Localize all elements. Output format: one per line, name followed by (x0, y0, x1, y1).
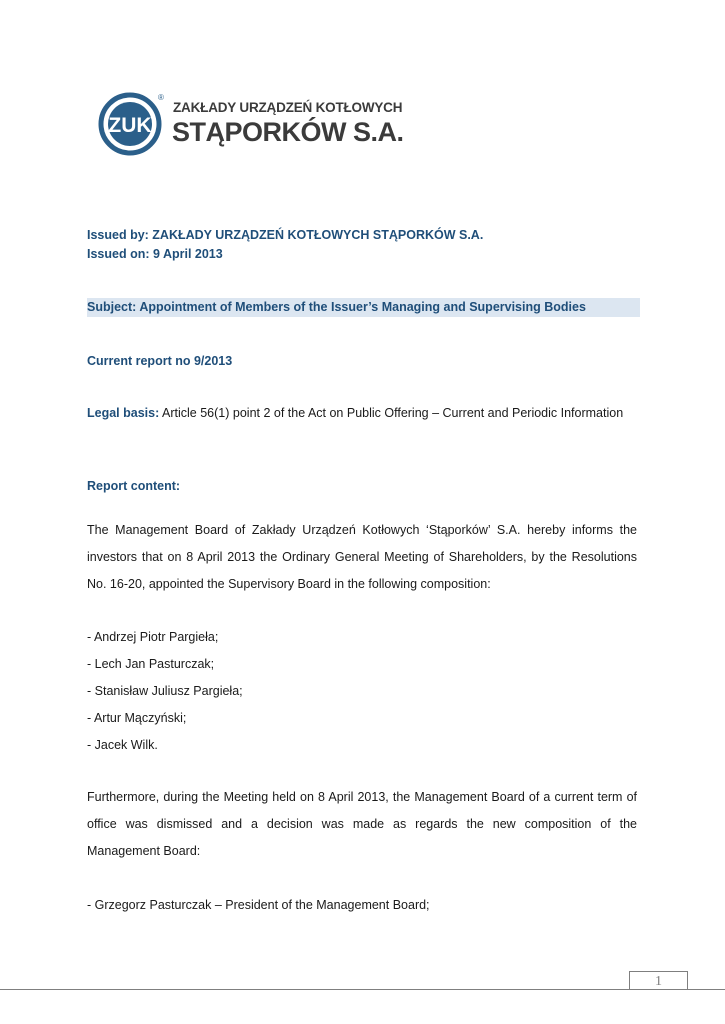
legal-basis-label: Legal basis: (87, 406, 160, 420)
zuk-logo-icon (98, 90, 168, 160)
issued-by: Issued by: ZAKŁADY URZĄDZEŃ KOTŁOWYCH STĄPORKÓW S.A. (87, 228, 484, 242)
logo-company-line1: ZAKŁADY URZĄDZEŃ KOTŁOWYCH (173, 100, 403, 115)
issued-on: Issued on: 9 April 2013 (87, 247, 223, 261)
registered-mark: ® (158, 93, 164, 102)
paragraph-announcement: The Management Board of Zakłady Urządzeń Kotłowych ‘Stąporków’ S.A. hereby informs the investors that on 8 April 2013 the Ordinary General Meeting of Shareholders, by the Resolutions No. 16-20, appointed the Supervisory Board in the following composition: (87, 523, 637, 591)
company-logo (98, 90, 404, 160)
supervisory-member: - Stanisław Juliusz Pargieła; (87, 684, 243, 698)
logo-company-line2: STĄPORKÓW S.A. (172, 117, 404, 147)
legal-basis (87, 400, 637, 427)
management-member: - Grzegorz Pasturczak – President of the Management Board; (87, 898, 430, 912)
logo-mark-text: ZUK (108, 114, 152, 137)
page-number-box (629, 971, 688, 990)
supervisory-member: - Artur Mączyński; (87, 711, 187, 725)
report-content-label: Report content: (87, 479, 181, 493)
supervisory-member: - Jacek Wilk. (87, 738, 158, 752)
legal-basis-text: Article 56(1) point 2 of the Act on Public Offering – Current and Periodic Information (159, 406, 624, 420)
page-number: 1 (655, 974, 662, 989)
paragraph-management-change: Furthermore, during the Meeting held on 8 April 2013, the Management Board of a current term of office was dismissed and a decision was made as regards the new composition of the Management Board: (87, 790, 637, 858)
report-number: Current report no 9/2013 (87, 354, 233, 368)
supervisory-member: - Andrzej Piotr Pargieła; (87, 630, 219, 644)
subject-text: Subject: Appointment of Members of the Issuer’s Managing and Supervising Bodies (87, 300, 586, 314)
supervisory-member: - Lech Jan Pasturczak; (87, 657, 215, 671)
footer-divider (0, 989, 725, 990)
subject-banner (87, 298, 640, 317)
